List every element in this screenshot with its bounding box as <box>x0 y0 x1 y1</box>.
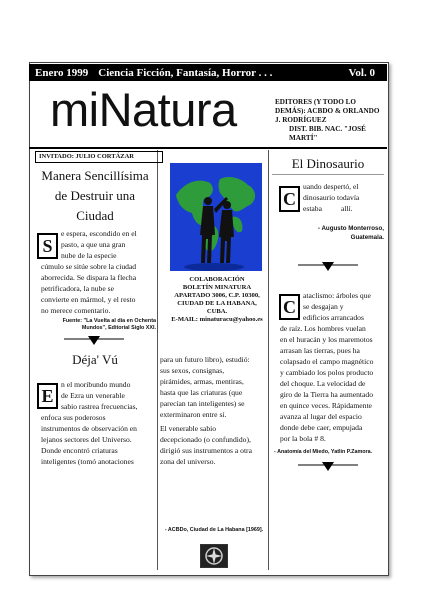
column-divider <box>268 150 269 570</box>
body-line: se desgajan y <box>303 302 344 311</box>
article-title: El Dinosaurio <box>291 156 365 171</box>
divider-ornament <box>298 462 358 472</box>
body-line: uando despertó, el <box>303 182 359 191</box>
collab-line: COLABORACIÓN <box>189 276 245 283</box>
body-line: y cambiado los polos producto <box>280 368 374 377</box>
drop-cap: C <box>279 294 300 320</box>
body-line: en quince veces. Rápidamente <box>280 401 372 410</box>
article-body <box>61 379 155 412</box>
magazine-logo: miNatura <box>50 83 237 136</box>
body-line: parecían tan inteligentes) se <box>160 399 245 408</box>
body-line: zona del universo. <box>160 457 216 466</box>
editors-block <box>275 98 383 143</box>
body-line: Donde encontró criaturas <box>41 446 118 455</box>
editors-line: DEMÁS): ACBDO & ORLANDO <box>275 107 380 115</box>
column-divider <box>157 150 158 570</box>
body-line: por la bola # 8. <box>280 434 326 443</box>
body-line: no merece comentario. <box>41 306 111 315</box>
collaboration-box <box>168 276 266 324</box>
editors-line: J. RODRÍGUEZ <box>275 116 327 124</box>
body-line: colapsado el campo magnético <box>280 357 374 366</box>
article-body <box>303 290 385 323</box>
title-rule <box>272 174 384 175</box>
article-body <box>61 228 155 261</box>
body-line: convierte en mármol, y el resto <box>41 295 136 304</box>
collab-line: E-MAIL: minaturacu@yahoo.es <box>171 316 263 323</box>
body-line: exterminaron entre sí. <box>160 410 227 419</box>
body-line: estaba allí. <box>303 204 353 213</box>
body-line: n el moribundo mundo <box>61 380 131 389</box>
article-title <box>34 166 156 226</box>
body-line: pirámides, armas, mentiras, <box>160 377 244 386</box>
body-line: hasta que las criaturas (que <box>160 388 243 397</box>
volume: Vol. 0 <box>348 66 375 79</box>
cover-illustration <box>170 163 262 271</box>
article-source: - ACBDo, Ciudad de La Habana [1969]. <box>164 527 264 533</box>
article-source: - Anatomía del Miedo, Yatlin P.Zamora. <box>274 449 373 455</box>
body-line: pasto, a que una gran <box>61 240 126 249</box>
collab-line: CIUDAD DE LA HABANA, <box>177 300 257 307</box>
divider-ornament <box>298 262 358 272</box>
body-line: e espera, escondido en el <box>61 229 137 238</box>
body-line: lejanos sectores del Universo. <box>41 435 132 444</box>
article-body <box>41 412 157 467</box>
body-line: de raíz. Los hombres vuelan <box>280 324 366 333</box>
body-line: de Ezra un venerable <box>61 391 125 400</box>
body-line: El venerable sabio <box>160 424 217 433</box>
author-line: - Augusto Monterroso, <box>317 225 384 232</box>
header-rule <box>29 147 387 149</box>
drop-cap: C <box>279 186 300 212</box>
body-line: sus sexos, consignas, <box>160 366 225 375</box>
body-line: dinosaurio todavía <box>303 193 360 202</box>
body-line: nube de la especie <box>61 251 117 260</box>
issue-date: Enero 1999 <box>35 66 89 79</box>
title-line: Manera Sencillísima <box>41 168 149 183</box>
body-line: en el huracán y los maremotos <box>280 335 373 344</box>
body-line: donde debe caer, empujada <box>280 423 363 432</box>
body-line: petrificadora, la nube se <box>41 284 114 293</box>
body-line: sabio rastrea frecuencias, <box>61 402 138 411</box>
editors-line: EDITORES (Y TODO LO <box>275 98 357 106</box>
article-title: Déja' Vú <box>72 352 118 367</box>
drop-cap: E <box>37 383 58 409</box>
guest-label: INVITADO: JULIO CORTÁZAR <box>35 151 163 163</box>
article-body <box>41 261 157 316</box>
body-line: enfoca sus poderosos <box>41 413 106 422</box>
collab-line: BOLETÍN MINATURA <box>182 284 252 291</box>
source-line: Mundos", Editorial Siglo XXI. <box>81 325 156 331</box>
drop-cap: S <box>37 233 58 259</box>
collab-line: CUBA. <box>206 308 228 315</box>
body-line: avanza al lugar del espacio <box>280 412 362 421</box>
editors-line: MARTÍ" <box>289 134 318 142</box>
title-line: de Destruir una <box>54 188 136 203</box>
masthead-bar <box>29 64 387 81</box>
body-line: decepcionado (o confundido), <box>160 435 251 444</box>
article-author <box>300 224 384 242</box>
title-line: Ciudad <box>76 208 114 223</box>
body-line: aborrecida. Se dispara la flecha <box>41 273 137 282</box>
collab-line: APARTADO 3006, C.P. 10300, <box>174 292 260 299</box>
body-line: inteligentes (tomó anotaciones <box>41 457 134 466</box>
source-line: Fuente: "La Vuelta al día en Ochenta <box>62 318 156 324</box>
article-body <box>303 181 385 214</box>
body-line: giro de la Tierra ha aumentado <box>280 390 373 399</box>
body-line: para un futuro libro), estudió: <box>160 355 250 364</box>
body-line: instrumentos de observación en <box>41 424 137 433</box>
article-body <box>280 323 386 444</box>
body-line: arrasan las tierras, pues ha <box>280 346 360 355</box>
body-line: dirigió sus instrumentos a otra <box>160 446 252 455</box>
article-body <box>160 354 268 467</box>
body-line: ataclismo: árboles que <box>303 291 371 300</box>
article-source <box>44 318 156 332</box>
author-line: Guatemala. <box>350 234 384 241</box>
genres: Ciencia Ficción, Fantasía, Horror . . . <box>98 66 273 79</box>
body-line: edificios arrancados <box>303 313 364 322</box>
editors-line: DIST. BIB. NAC. "JOSÉ <box>289 125 366 133</box>
body-line: del choque. La velocidad de <box>280 379 366 388</box>
divider-ornament <box>64 336 124 346</box>
magazine-emblem <box>200 544 228 568</box>
body-line: cúmulo se sitúe sobre la ciudad <box>41 262 137 271</box>
